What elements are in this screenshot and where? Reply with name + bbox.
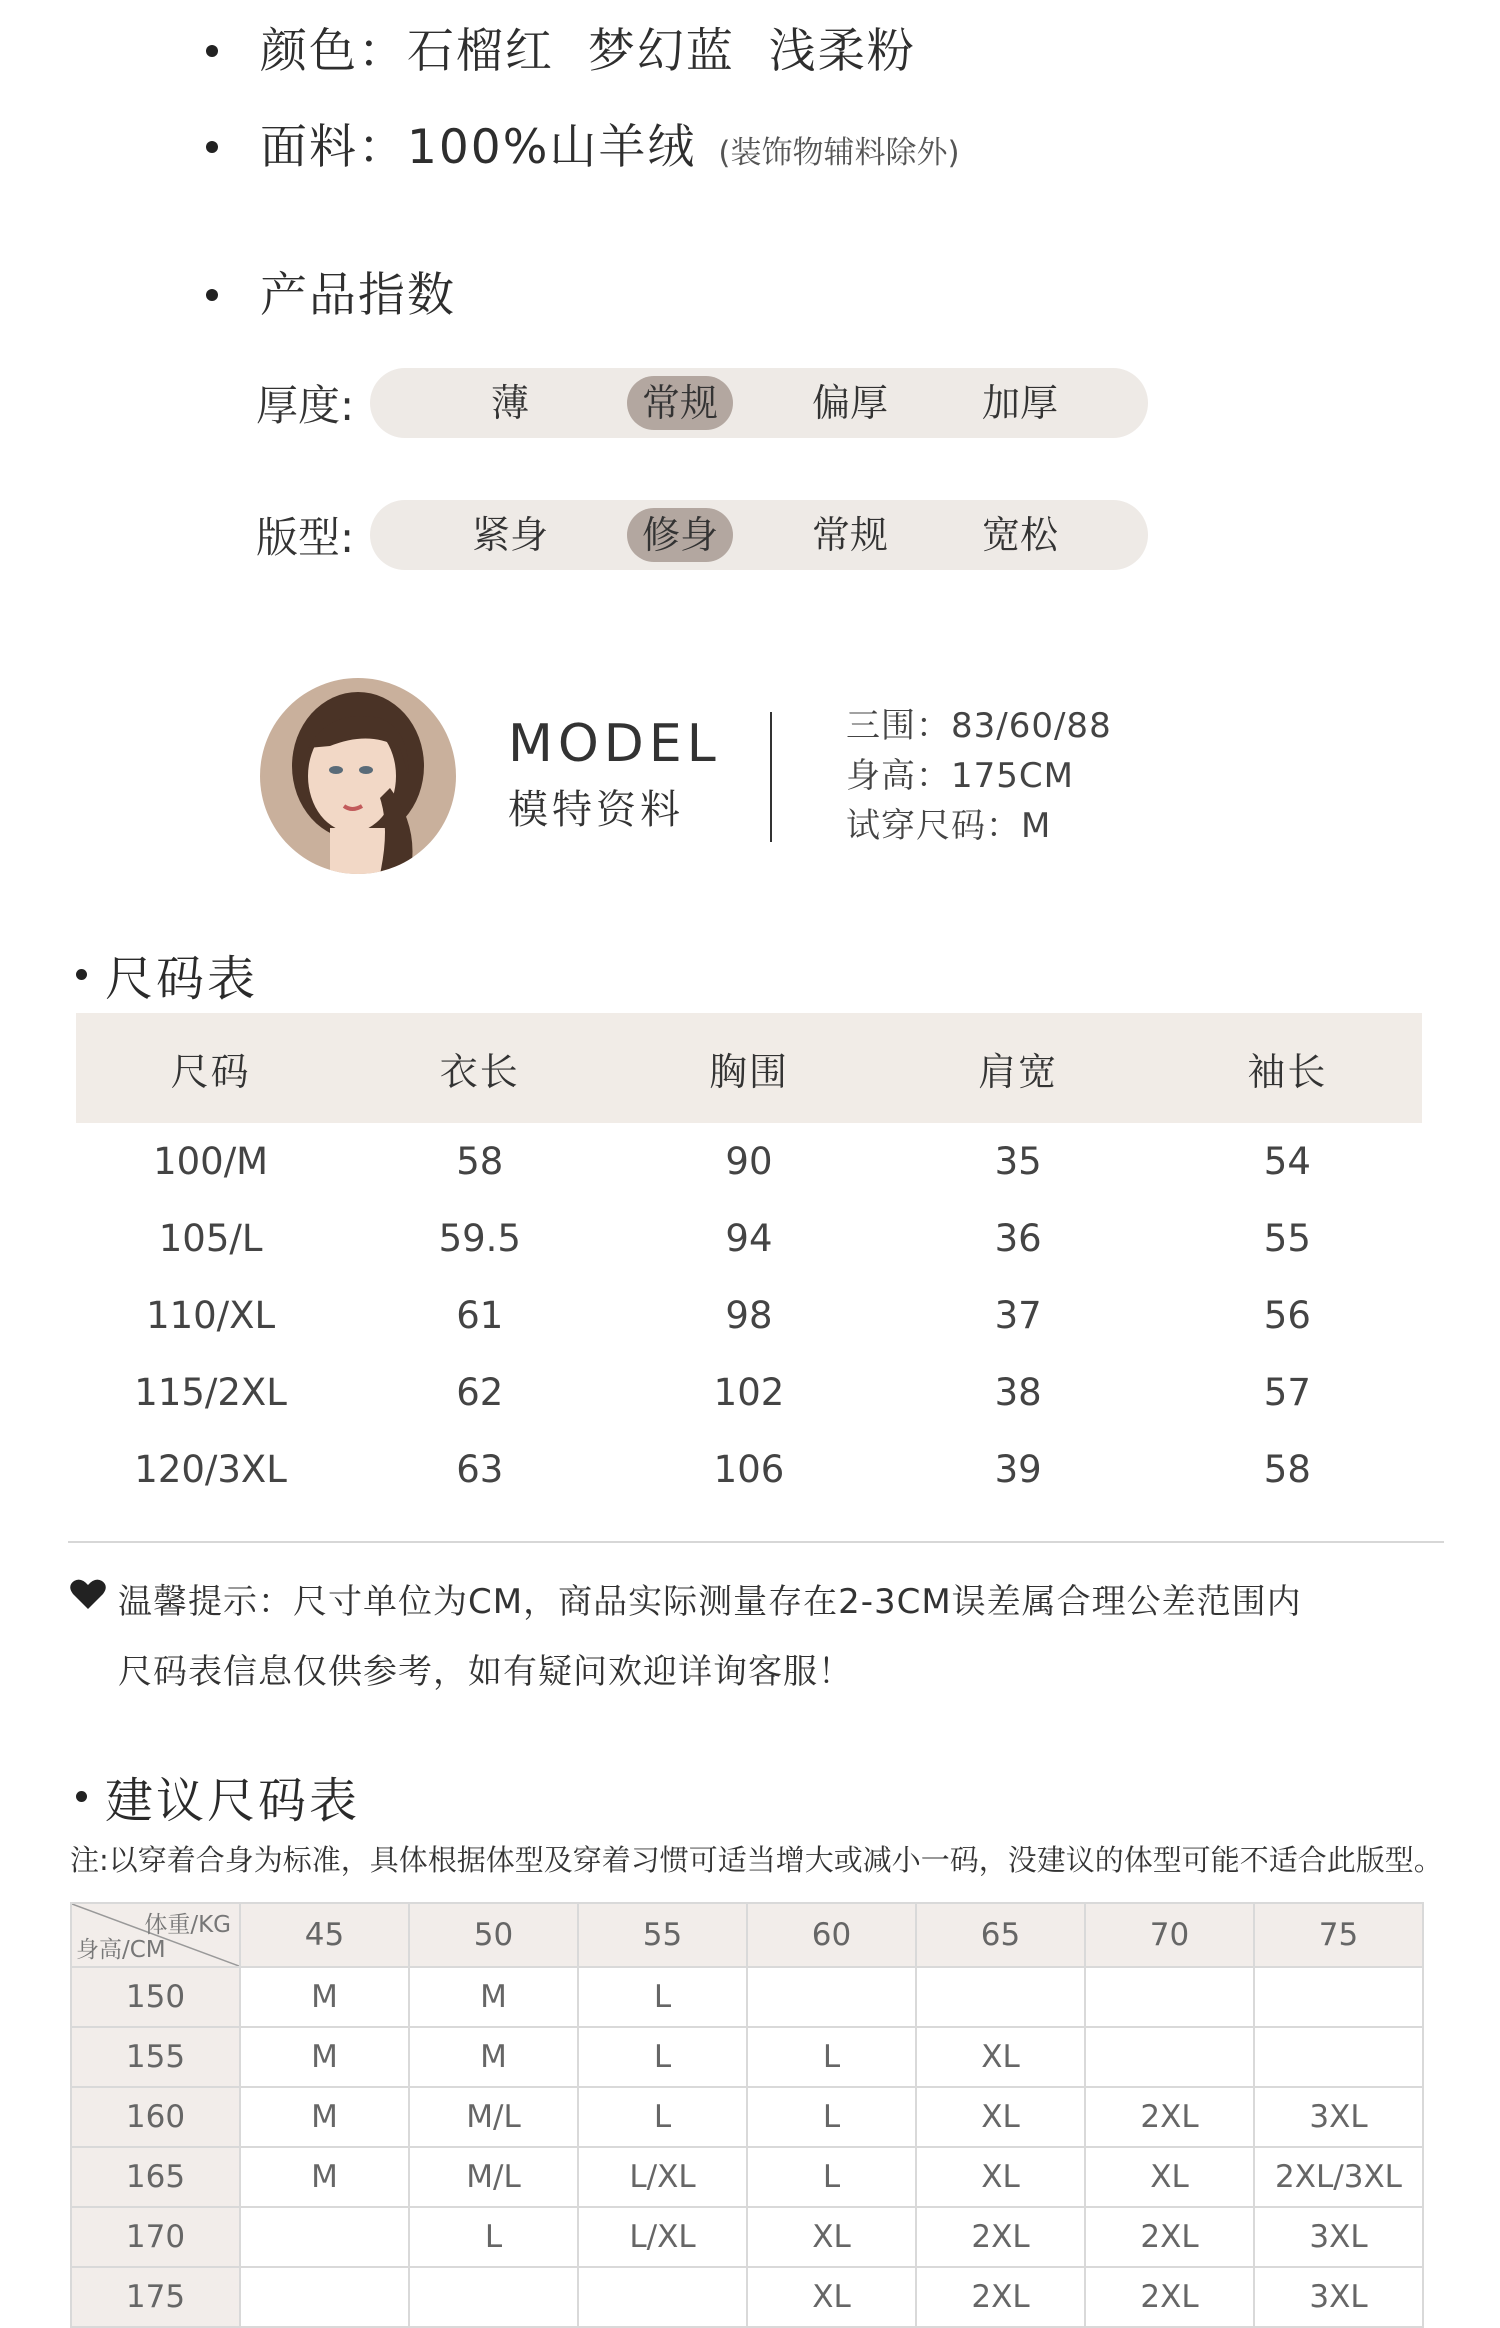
- thickness-option-2: 偏厚: [811, 381, 888, 425]
- size-header-cell: 肩宽: [978, 1049, 1059, 1094]
- height-header-cell: 150: [71, 1967, 240, 2027]
- size-table: [76, 1013, 1422, 1508]
- height-axis-label: 身高/CM: [76, 1937, 166, 1963]
- recommend-size-cell: L: [747, 2087, 916, 2147]
- recommend-size-cell: [1254, 1967, 1423, 2027]
- size-table-cell: 37: [994, 1294, 1042, 1337]
- model-height: 身高：175CM: [846, 756, 1074, 796]
- size-table-cell: 105/L: [158, 1217, 263, 1260]
- bullet-dot: [76, 1791, 87, 1802]
- weight-header-cell: 75: [1254, 1903, 1423, 1967]
- size-table-cell: 59.5: [438, 1217, 521, 1260]
- bullet-dot: [206, 45, 218, 57]
- color-values: 石榴红 梦幻蓝 浅柔粉: [407, 24, 916, 79]
- recommend-size-cell: 2XL: [1085, 2087, 1254, 2147]
- recommend-size-cell: 2XL: [1085, 2267, 1254, 2327]
- size-table-row: [76, 1431, 1422, 1508]
- fit-option-2: 常规: [811, 513, 888, 557]
- fabric-line: [206, 110, 960, 177]
- size-table-cell: 94: [725, 1217, 773, 1260]
- size-table-header: [76, 1013, 1422, 1123]
- recommend-size-cell: 2XL: [916, 2267, 1085, 2327]
- recommend-title: [76, 1762, 360, 1831]
- fit-option-3: 宽松: [981, 513, 1058, 557]
- model-tried-size: 试穿尺码：M: [846, 806, 1052, 846]
- model-title-en: MODEL: [508, 714, 721, 774]
- recommend-row: [71, 2027, 1423, 2087]
- fit-label: 版型:: [256, 513, 355, 562]
- recommend-size-cell: L: [409, 2207, 578, 2267]
- size-table-cell: 54: [1263, 1140, 1311, 1183]
- size-table-cell: 58: [456, 1140, 504, 1183]
- size-table-row: [76, 1123, 1422, 1200]
- size-chart-title-text: 尺码表: [105, 951, 259, 1007]
- recommend-table: [70, 1902, 1424, 2328]
- size-table-cell: 100/M: [153, 1140, 269, 1183]
- size-table-cell: 56: [1263, 1294, 1311, 1337]
- recommend-size-cell: M: [240, 2147, 409, 2207]
- size-table-cell: 110/XL: [146, 1294, 276, 1337]
- recommend-size-cell: L: [747, 2027, 916, 2087]
- size-table-row: [76, 1200, 1422, 1277]
- weight-axis-label: 体重/KG: [144, 1912, 231, 1938]
- recommend-size-cell: L: [578, 2087, 747, 2147]
- recommend-size-cell: [240, 2207, 409, 2267]
- fit-scale: [370, 500, 1148, 570]
- color-label: 颜色：: [260, 24, 407, 79]
- size-table-cell: 39: [994, 1448, 1042, 1491]
- recommend-size-cell: M: [409, 2027, 578, 2087]
- recommend-size-cell: 3XL: [1254, 2267, 1423, 2327]
- recommend-size-cell: [240, 2267, 409, 2327]
- recommend-size-cell: [747, 1967, 916, 2027]
- recommend-size-cell: M: [409, 1967, 578, 2027]
- size-table-row: [76, 1277, 1422, 1354]
- thickness-label: 厚度:: [256, 381, 355, 430]
- recommend-size-cell: M/L: [409, 2147, 578, 2207]
- size-table-cell: 55: [1263, 1217, 1311, 1260]
- recommend-size-cell: L/XL: [578, 2207, 747, 2267]
- size-table-cell: 98: [725, 1294, 773, 1337]
- recommend-size-cell: [578, 2267, 747, 2327]
- recommend-size-cell: [1085, 1967, 1254, 2027]
- size-header-cell: 尺码: [170, 1049, 251, 1094]
- recommend-size-cell: M: [240, 1967, 409, 2027]
- recommend-note: 注:以穿着合身为标准，具体根据体型及穿着习惯可适当增大或减小一码，没建议的体型可能不适合此版型。: [70, 1843, 1443, 1877]
- recommend-size-cell: [409, 2267, 578, 2327]
- index-title: 产品指数: [260, 268, 456, 323]
- color-line: [206, 14, 916, 81]
- size-table-cell: 106: [713, 1448, 785, 1491]
- weight-header-cell: 50: [409, 1903, 578, 1967]
- size-table-cell: 62: [456, 1371, 504, 1414]
- size-table-cell: 36: [994, 1217, 1042, 1260]
- recommend-size-cell: M: [240, 2087, 409, 2147]
- fit-option-0: 紧身: [471, 513, 548, 557]
- recommend-size-cell: [1085, 2027, 1254, 2087]
- recommend-size-cell: XL: [747, 2267, 916, 2327]
- size-table-cell: 58: [1263, 1448, 1311, 1491]
- recommend-size-cell: XL: [916, 2027, 1085, 2087]
- recommend-size-cell: 3XL: [1254, 2087, 1423, 2147]
- model-divider: [770, 712, 772, 842]
- size-table-body: [76, 1123, 1422, 1508]
- recommend-size-cell: L: [747, 2147, 916, 2207]
- thickness-option-0: 薄: [490, 381, 529, 425]
- size-table-cell: 35: [994, 1140, 1042, 1183]
- recommend-size-cell: 3XL: [1254, 2207, 1423, 2267]
- recommend-row: [71, 2267, 1423, 2327]
- recommend-row: [71, 2087, 1423, 2147]
- size-header-cell: 衣长: [439, 1049, 520, 1094]
- bullet-dot: [206, 289, 218, 301]
- model-avatar: [260, 678, 456, 874]
- thickness-scale: [370, 368, 1148, 438]
- recommend-header-row: [71, 1903, 1423, 1967]
- size-header-cell: 胸围: [708, 1049, 789, 1094]
- recommend-row: [71, 1967, 1423, 2027]
- fabric-label: 面料：: [260, 120, 407, 175]
- heart-icon: [70, 1578, 106, 1610]
- recommend-size-cell: L/XL: [578, 2147, 747, 2207]
- weight-header-cell: 45: [240, 1903, 409, 1967]
- recommend-size-cell: 2XL: [1085, 2207, 1254, 2267]
- size-chart-title: [76, 940, 258, 1009]
- recommend-size-cell: M: [240, 2027, 409, 2087]
- weight-header-cell: 55: [578, 1903, 747, 1967]
- recommend-size-cell: XL: [1085, 2147, 1254, 2207]
- fit-rating: [256, 500, 1148, 570]
- recommend-size-cell: M/L: [409, 2087, 578, 2147]
- height-header-cell: 170: [71, 2207, 240, 2267]
- size-table-cell: 63: [456, 1448, 504, 1491]
- recommend-row: [71, 2147, 1423, 2207]
- recommend-size-cell: L: [578, 1967, 747, 2027]
- height-header-cell: 160: [71, 2087, 240, 2147]
- size-table-cell: 120/3XL: [134, 1448, 287, 1491]
- size-header-cell: 袖长: [1247, 1049, 1328, 1094]
- size-table-cell: 57: [1263, 1371, 1311, 1414]
- recommend-size-cell: [916, 1967, 1085, 2027]
- fit-option-1: 修身: [627, 508, 733, 562]
- thickness-option-3: 加厚: [981, 381, 1058, 425]
- recommend-corner-cell: [71, 1903, 240, 1967]
- model-title-cn: 模特资料: [508, 787, 684, 833]
- size-table-row: [76, 1354, 1422, 1431]
- fabric-value: 100%山羊绒: [407, 120, 697, 175]
- size-table-cell: 102: [713, 1371, 785, 1414]
- size-table-cell: 90: [725, 1140, 773, 1183]
- weight-header-cell: 60: [747, 1903, 916, 1967]
- fabric-note: (装饰物辅料除外): [718, 135, 960, 171]
- size-table-cell: 115/2XL: [134, 1371, 287, 1414]
- recommend-row: [71, 2207, 1423, 2267]
- recommend-size-cell: [1254, 2027, 1423, 2087]
- recommend-title-text: 建议尺码表: [105, 1773, 361, 1829]
- tip-line-1: 温馨提示：尺寸单位为CM，商品实际测量存在2-3CM误差属合理公差范围内: [118, 1582, 1302, 1622]
- divider: [68, 1541, 1444, 1543]
- weight-header-cell: 70: [1085, 1903, 1254, 1967]
- height-header-cell: 175: [71, 2267, 240, 2327]
- recommend-size-cell: XL: [747, 2207, 916, 2267]
- weight-header-cell: 65: [916, 1903, 1085, 1967]
- recommend-size-cell: XL: [916, 2147, 1085, 2207]
- bullet-dot: [206, 141, 218, 153]
- height-header-cell: 165: [71, 2147, 240, 2207]
- index-title-line: [206, 258, 456, 325]
- bullet-dot: [76, 969, 87, 980]
- recommend-size-cell: XL: [916, 2087, 1085, 2147]
- thickness-option-1: 常规: [627, 376, 733, 430]
- height-header-cell: 155: [71, 2027, 240, 2087]
- tip-line-2: 尺码表信息仅供参考，如有疑问欢迎详询客服！: [118, 1652, 853, 1692]
- size-table-cell: 61: [456, 1294, 504, 1337]
- recommend-size-cell: 2XL: [916, 2207, 1085, 2267]
- model-measurements: 三围：83/60/88: [846, 706, 1112, 746]
- recommend-size-cell: 2XL/3XL: [1254, 2147, 1423, 2207]
- thickness-rating: [256, 368, 1148, 438]
- size-table-cell: 38: [994, 1371, 1042, 1414]
- recommend-size-cell: L: [578, 2027, 747, 2087]
